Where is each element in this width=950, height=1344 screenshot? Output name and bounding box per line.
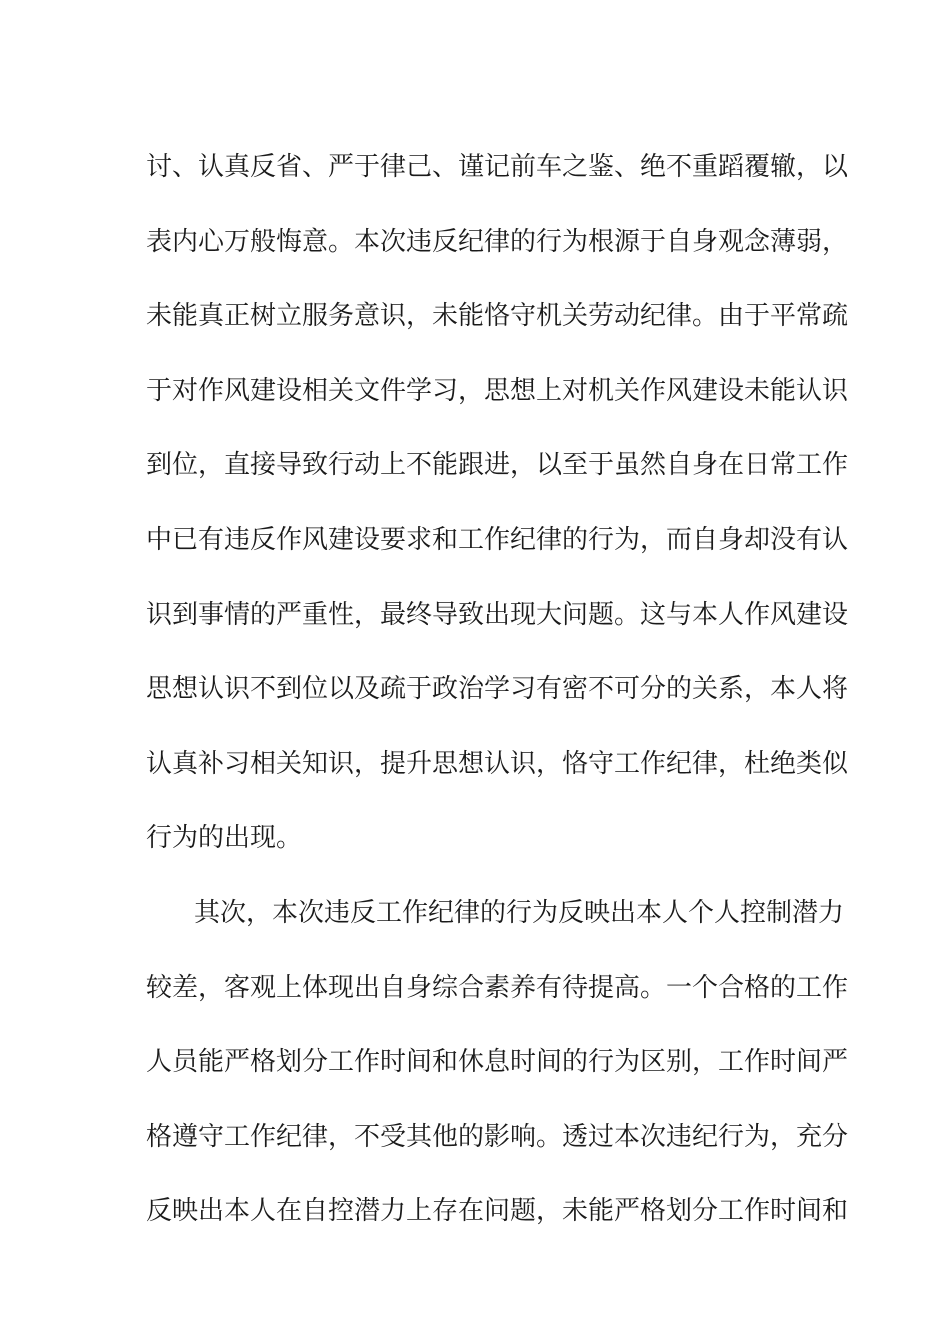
text-line: 未能真正树立服务意识，未能恪守机关劳动纪律。由于平常疏 — [146, 301, 849, 332]
paragraph-first-line: 其次，本次违反工作纪律的行为反映出本人个人控制潜力 — [194, 897, 845, 928]
text-line: 到位，直接导致行动上不能跟进，以至于虽然自身在日常工作 — [146, 450, 849, 481]
text-line: 思想认识不到位以及疏于政治学习有密不可分的关系，本人将 — [146, 674, 849, 705]
text-line: 表内心万般悔意。本次违反纪律的行为根源于自身观念薄弱， — [146, 226, 849, 257]
text-line: 反映出本人在自控潜力上存在问题，未能严格划分工作时间和 — [146, 1196, 849, 1227]
text-line: 中已有违反作风建设要求和工作纪律的行为，而自身却没有认 — [146, 524, 849, 555]
text-line: 识到事情的严重性，最终导致出现大问题。这与本人作风建设 — [146, 599, 849, 630]
text-line: 认真补习相关知识，提升思想认识，恪守工作纪律，杜绝类似 — [146, 748, 849, 779]
text-line: 于对作风建设相关文件学习，思想上对机关作风建设未能认识 — [146, 375, 849, 406]
paragraph-end-line: 行为的出现。 — [146, 823, 303, 854]
text-line: 较差，客观上体现出自身综合素养有待提高。一个合格的工作 — [146, 972, 849, 1003]
text-line: 讨、认真反省、严于律己、谨记前车之鉴、绝不重蹈覆辙，以 — [146, 152, 849, 182]
body-text — [146, 130, 849, 1249]
text-line: 格遵守工作纪律，不受其他的影响。透过本次违纪行为，充分 — [146, 1121, 849, 1152]
text-line: 人员能严格划分工作时间和休息时间的行为区别，工作时间严 — [146, 1047, 849, 1078]
